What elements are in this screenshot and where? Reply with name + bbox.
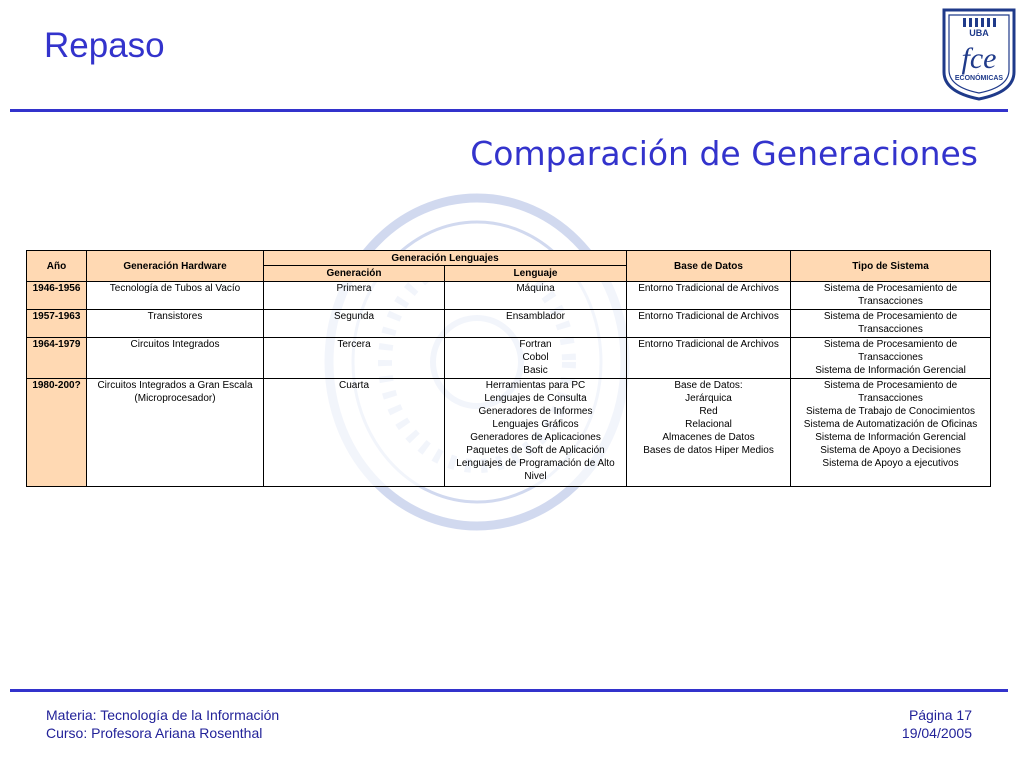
cell-database — [627, 282, 791, 310]
cell-system-type-line: Sistema de Procesamiento de Transacciones — [823, 380, 958, 404]
cell-generation: Cuarta — [264, 379, 445, 487]
footer-right — [902, 706, 972, 742]
cell-language — [445, 338, 627, 379]
table-row — [27, 282, 991, 310]
table-row — [27, 338, 991, 379]
cell-year: 1946-1956 — [27, 282, 87, 310]
cell-language-line: Máquina — [516, 283, 555, 294]
cell-database-line: Base de Datos: — [674, 380, 743, 391]
table-row — [27, 379, 991, 487]
cell-database-line: Entorno Tradicional de Archivos — [638, 339, 779, 350]
cell-database-line: Jerárquica — [685, 393, 732, 404]
header-hardware: Generación Hardware — [87, 251, 264, 282]
cell-language-line: Herramientas para PC — [485, 380, 586, 391]
cell-hardware — [87, 282, 264, 310]
cell-language — [445, 310, 627, 338]
cell-database-line: Bases de datos Hiper Medios — [643, 445, 774, 456]
cell-year: 1957-1963 — [27, 310, 87, 338]
cell-hardware — [87, 379, 264, 487]
cell-hardware — [87, 310, 264, 338]
logo-top-text: UBA — [969, 28, 989, 38]
footer-date: 19/04/2005 — [901, 725, 972, 741]
cell-language-line: Fortran — [519, 339, 552, 350]
cell-language — [445, 282, 627, 310]
cell-database-line: Entorno Tradicional de Archivos — [638, 311, 779, 322]
logo-main-text: fce — [961, 42, 997, 75]
header-year: Año — [27, 251, 87, 282]
cell-language-line: Basic — [523, 365, 548, 376]
logo-bottom-text: ECONÓMICAS — [954, 75, 1004, 82]
cell-generation: Tercera — [264, 338, 445, 379]
footer-subject: Materia: Tecnología de la Información — [46, 707, 280, 723]
cell-database-line: Relacional — [685, 419, 732, 430]
cell-system-type-line: Sistema de Trabajo de Conocimientos — [806, 406, 975, 417]
cell-hardware-line: Circuitos Integrados — [130, 339, 220, 350]
cell-year: 1980-200? — [27, 379, 87, 487]
cell-database-line: Entorno Tradicional de Archivos — [638, 283, 779, 294]
cell-language-line: Ensamblador — [506, 311, 565, 322]
cell-language-line: Paquetes de Soft de Aplicación — [466, 445, 605, 456]
header-language: Lenguaje — [445, 266, 627, 282]
cell-system-type-line: Sistema de Apoyo a Decisiones — [820, 445, 961, 456]
cell-hardware-line: Transistores — [147, 311, 203, 322]
cell-language — [445, 379, 627, 487]
table-header-row — [27, 251, 991, 266]
header-generation: Generación — [264, 266, 445, 282]
cell-language-line: Lenguajes de Consulta — [484, 393, 587, 404]
fce-logo — [940, 6, 1018, 102]
cell-database-line: Red — [699, 406, 718, 417]
header-database: Base de Datos — [627, 251, 791, 282]
cell-database — [627, 338, 791, 379]
cell-system-type-line: Sistema de Información Gerencial — [815, 365, 966, 376]
header-system-type: Tipo de Sistema — [791, 251, 991, 282]
header-languages-group: Generación Lenguajes — [264, 251, 627, 266]
cell-system-type-line: Sistema de Procesamiento de Transacciones — [823, 311, 958, 335]
footer-course: Curso: Profesora Ariana Rosenthal — [46, 725, 263, 741]
top-divider — [10, 109, 1008, 112]
cell-hardware-line: Tecnología de Tubos al Vacío — [109, 283, 241, 294]
cell-language-line: Generadores de Aplicaciones — [470, 432, 601, 443]
cell-language-line: Lenguajes Gráficos — [492, 419, 579, 430]
cell-system-type-line: Sistema de Apoyo a ejecutivos — [822, 458, 959, 469]
cell-language-line: Lenguajes de Programación de Alto Nivel — [456, 458, 615, 482]
cell-system-type — [791, 282, 991, 310]
bottom-divider — [10, 689, 1008, 692]
cell-system-type — [791, 338, 991, 379]
generations-table — [26, 250, 991, 487]
cell-database-line: Almacenes de Datos — [662, 432, 755, 443]
cell-system-type-line: Sistema de Automatización de Oficinas — [803, 419, 978, 430]
cell-language-line: Generadores de Informes — [478, 406, 593, 417]
cell-language-line: Cobol — [522, 352, 549, 363]
cell-hardware — [87, 338, 264, 379]
cell-hardware-line: Circuitos Integrados a Gran Escala (Microprocesador) — [97, 380, 253, 404]
cell-generation: Primera — [264, 282, 445, 310]
cell-year: 1964-1979 — [27, 338, 87, 379]
cell-database — [627, 310, 791, 338]
cell-system-type — [791, 379, 991, 487]
footer-left — [46, 706, 279, 742]
cell-generation: Segunda — [264, 310, 445, 338]
cell-system-type-line: Sistema de Procesamiento de Transacciones — [823, 339, 958, 363]
footer-page: Página 17 — [908, 707, 972, 723]
slide-title: Repaso — [44, 26, 165, 65]
cell-database — [627, 379, 791, 487]
table-body — [27, 282, 991, 487]
slide-subtitle: Comparación de Generaciones — [470, 134, 978, 173]
cell-system-type-line: Sistema de Procesamiento de Transacciones — [823, 283, 958, 307]
cell-system-type — [791, 310, 991, 338]
table-row — [27, 310, 991, 338]
cell-system-type-line: Sistema de Información Gerencial — [815, 432, 966, 443]
